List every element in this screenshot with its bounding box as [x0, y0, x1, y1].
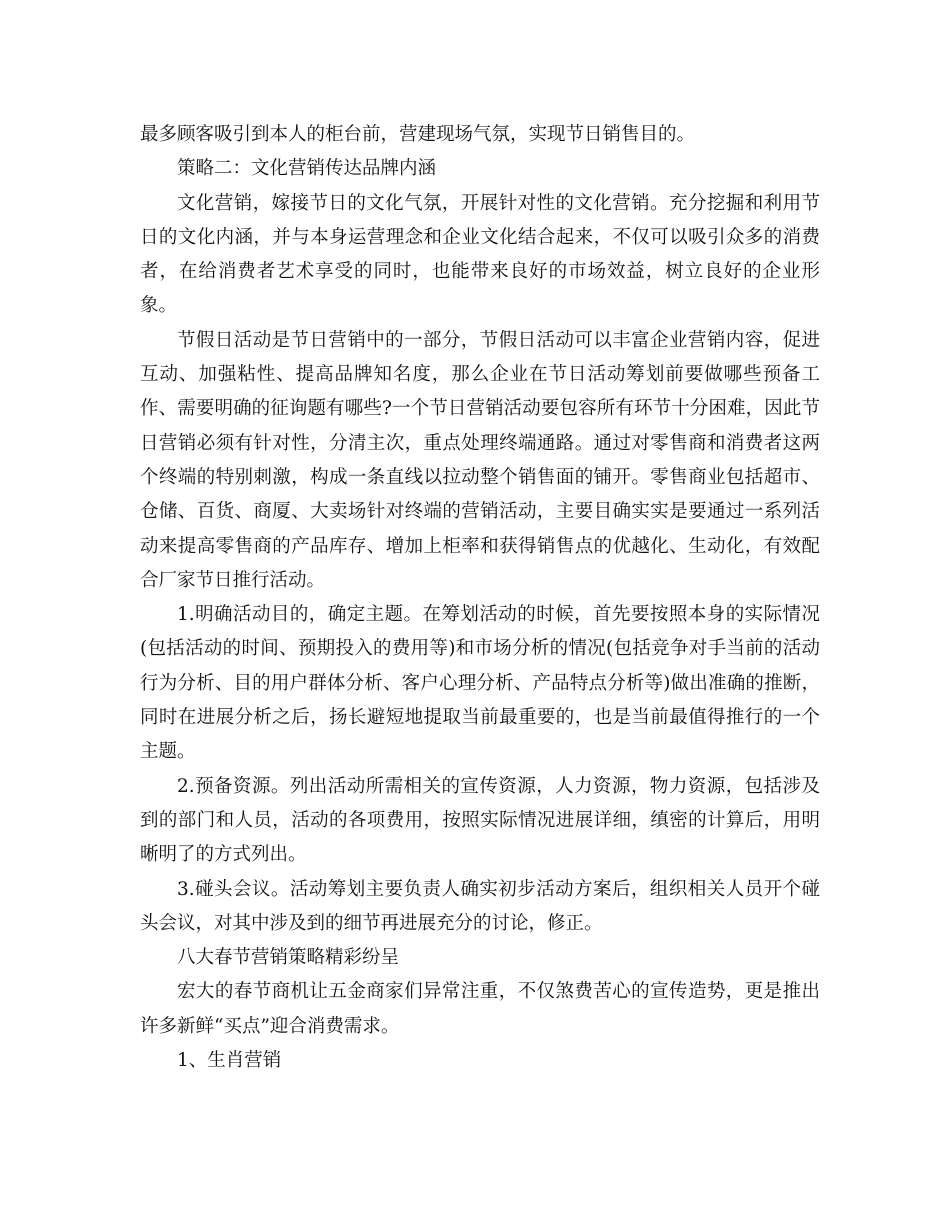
paragraph-step-3: 3.碰头会议。活动筹划主要负责人确实初步活动方案后，组织相关人员开个碰头会议，对其中涉及到的细节再进展充分的讨论，修正。 — [140, 878, 820, 934]
paragraph-cultural-marketing: 文化营销，嫁接节日的文化气氛，开展针对性的文化营销。充分挖掘和利用节日的文化内涵，并与本身运营理念和企业文化结合起来，不仅可以吸引众多的消费者，在给消费者艺术享受的同时，也能带来良好的市场效益，树立良好的企业形象。 — [140, 192, 820, 317]
paragraph-holiday-activities: 节假日活动是节日营销中的一部分，节假日活动可以丰富企业营销内容，促进互动、加强粘性、提高品牌知名度，那么企业在节日活动筹划前要做哪些预备工作、需要明确的征询题有哪些?一个节日营销活动要包容所有环节十分困难，因此节日营销必须有针对性，分清主次，重点处理终端通路。通过对零售商和消费者这两个终端的特别刺激，构成一条直线以拉动整个销售面的铺开。零售商业包括超市、仓储、百货、商厦、大卖场针对终端的营销活动，主要目确实实是要通过一系列活动来提高零售商的产品库存、增加上柜率和获得销售点的优越化、生动化，有效配合厂家节日推行活动。 — [140, 329, 820, 591]
heading-eight-strategies: 八大春节营销策略精彩纷呈 — [177, 947, 400, 969]
heading-strategy-two: 策略二：文化营销传达品牌内涵 — [177, 158, 437, 180]
paragraph-continuation: 最多顾客吸引到本人的柜台前，营建现场气氛，实现节日销售目的。 — [140, 124, 696, 145]
paragraph-step-1: 1.明确活动目的，确定主题。在筹划活动的时候，首先要按照本身的实际情况(包括活动的时间、预期投入的费用等)和市场分析的情况(包括竞争对手当前的活动行为分析、目的用户群体分析、客户心理分析、产品特点分析等)做出准确的推断，同时在进展分析之后，扬长避短地提取当前最重要的，也是当前最值得推行的一个主题。 — [140, 604, 820, 763]
paragraph-spring-festival: 宏大的春节商机让五金商家们异常注重，不仅煞费苦心的宣传造势，更是推出许多新鲜“买点”迎合消费需求。 — [140, 981, 820, 1037]
document-body — [140, 118, 820, 1078]
heading-zodiac-marketing: 1、生肖营销 — [177, 1050, 282, 1072]
paragraph-step-2: 2.预备资源。列出活动所需相关的宣传资源，人力资源，物力资源，包括涉及到的部门和人员，活动的各项费用，按照实际情况进展详细，缜密的计算后，用明晰明了的方式列出。 — [140, 775, 820, 866]
